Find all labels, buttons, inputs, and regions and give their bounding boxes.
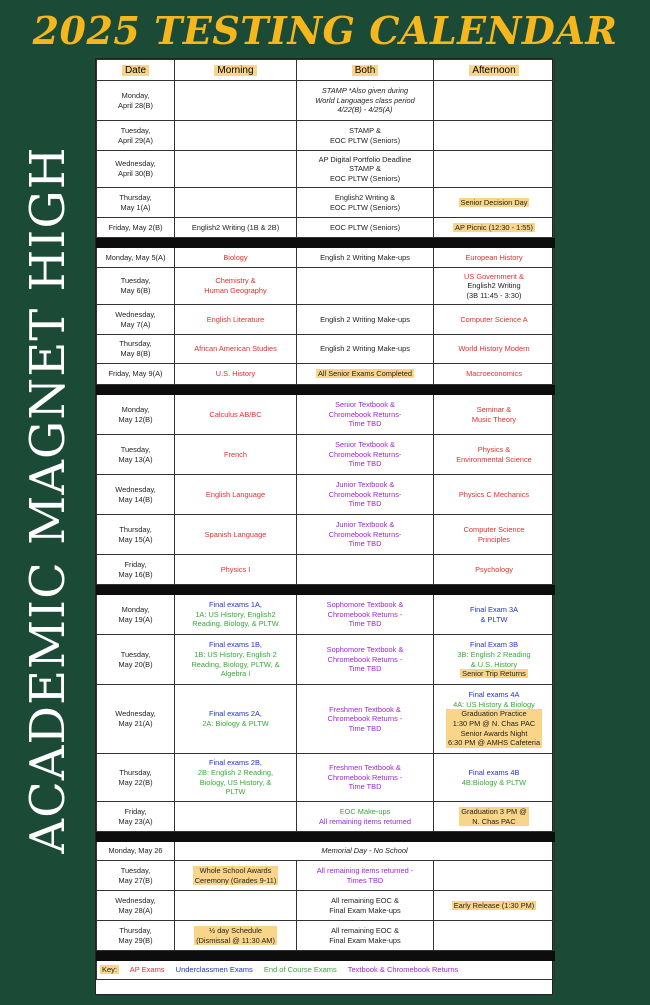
afternoon-cell: Physics & Environmental Science: [434, 435, 555, 475]
afternoon-cell: [434, 121, 555, 151]
table-row: [97, 515, 555, 555]
morning-cell: [175, 921, 297, 951]
date-cell: Friday, May 9(A): [97, 364, 175, 385]
both-cell: [297, 555, 434, 585]
highlight-event: Senior Decision Day: [460, 197, 528, 207]
date-cell: Thursday, May 29(B): [97, 921, 175, 951]
table-row: [97, 685, 555, 754]
eoc-exams: 4A: US History & Biology: [453, 699, 535, 709]
table-row: [97, 921, 555, 951]
highlight-event: Early Release (1:30 PM): [453, 900, 535, 910]
week-divider: [97, 585, 555, 595]
eoc-exams: 1B: US History, English 2 Reading, Biology, PLTW, & Algebra I: [191, 649, 280, 679]
week-divider: [97, 951, 555, 961]
date-cell: Monday, May 12(B): [97, 395, 175, 435]
calendar-title: 2025 TESTING CALENDAR: [32, 8, 618, 53]
morning-cell: [175, 685, 297, 754]
both-cell: Senior Textbook & Chromebook Returns- Time TBD: [297, 435, 434, 475]
eoc-exams: 2A: Biology & PLTW: [202, 719, 269, 728]
morning-cell: French: [175, 435, 297, 475]
morning-cell: [175, 891, 297, 921]
table-row: [97, 802, 555, 832]
highlight-event: AP Picnic (12:30 - 1:55): [455, 222, 533, 232]
both-cell: English2 Writing & EOC PLTW (Seniors): [297, 188, 434, 218]
afternoon-cell: [434, 891, 555, 921]
legend-label: Key:: [102, 965, 118, 975]
afternoon-cell: Physics C Mechanics: [434, 475, 555, 515]
table-row: [97, 188, 555, 218]
date-cell: Friday, May 2(B): [97, 218, 175, 238]
morning-cell: Biology: [175, 248, 297, 268]
table-row: [97, 891, 555, 921]
morning-cell: [175, 81, 297, 121]
afternoon-cell: Computer Science Principles: [434, 515, 555, 555]
date-cell: Thursday, May 1(A): [97, 188, 175, 218]
afternoon-cell: Seminar & Music Theory: [434, 395, 555, 435]
afternoon-cell: World History Modern: [434, 335, 555, 364]
morning-cell: English Language: [175, 475, 297, 515]
week-divider: [97, 832, 555, 842]
school-name: ACADEMIC MAGNET HIGH: [20, 146, 76, 854]
both-cell: Junior Textbook & Chromebook Returns- Time TBD: [297, 515, 434, 555]
morning-cell: Spanish Language: [175, 515, 297, 555]
eoc-exams: 2B: English 2 Reading, Biology, US History, & PLTW: [197, 767, 274, 797]
afternoon-cell: Final Exam 3A & PLTW: [434, 595, 555, 635]
morning-cell: [175, 188, 297, 218]
both-cell: Sophomore Textbook & Chromebook Returns - Time TBD: [297, 595, 434, 635]
morning-cell: African American Studies: [175, 335, 297, 364]
morning-cell: [175, 151, 297, 188]
table-row: [97, 81, 555, 121]
date-cell: Friday, May 23(A): [97, 802, 175, 832]
afternoon-ap: US Government &: [464, 271, 524, 281]
table-row: [97, 335, 555, 364]
morning-cell: English Literature: [175, 305, 297, 335]
both-cell: English 2 Writing Make-ups: [297, 305, 434, 335]
legend: [97, 961, 555, 980]
afternoon-cell: [434, 81, 555, 121]
final-exam-label: Final exams 1A,: [209, 600, 262, 610]
eoc-exams: 1A: US History, English2 Reading, Biology, & PLTW: [192, 609, 279, 629]
legend-underclassmen: Underclassmen Exams: [175, 965, 253, 975]
afternoon-cell: [434, 861, 555, 891]
morning-cell: [175, 121, 297, 151]
date-cell: Wednesday, May 28(A): [97, 891, 175, 921]
date-cell: Wednesday, May 14(B): [97, 475, 175, 515]
highlight-event: Graduation 3 PM @ N. Chas PAC: [461, 806, 527, 826]
date-cell: Tuesday, May 27(B): [97, 861, 175, 891]
both-cell: All remaining items returned - Times TBD: [297, 861, 434, 891]
afternoon-cell: European History: [434, 248, 555, 268]
holiday-cell: Memorial Day - No School: [175, 842, 555, 861]
eoc-makeups: EOC Make-ups: [339, 806, 391, 816]
both-cell: [297, 802, 434, 832]
final-exam-label: Final exams 2B,: [209, 758, 262, 768]
both-cell: [297, 268, 434, 305]
both-cell: Senior Textbook & Chromebook Returns- Time TBD: [297, 395, 434, 435]
both-cell: All remaining EOC & Final Exam Make-ups: [297, 891, 434, 921]
eoc-exams: 4B:Biology & PLTW: [461, 777, 527, 787]
date-cell: Thursday, May 22(B): [97, 754, 175, 802]
afternoon-cell: [434, 218, 555, 238]
both-cell: Freshmen Textbook & Chromebook Returns - Time TBD: [297, 754, 434, 802]
table-row: [97, 121, 555, 151]
highlight-event: Whole School Awards Ceremony (Grades 9-11): [194, 865, 277, 885]
afternoon-cell: [434, 268, 555, 305]
table-row: [97, 248, 555, 268]
legend-ap: AP Exams: [129, 965, 165, 975]
date-cell: Wednesday, May 21(A): [97, 685, 175, 754]
date-cell: Tuesday, May 20(B): [97, 635, 175, 685]
date-cell: Monday, May 5(A): [97, 248, 175, 268]
afternoon-cell: [434, 921, 555, 951]
morning-cell: [175, 861, 297, 891]
table-row: [97, 395, 555, 435]
items-returned: All remaining items returned: [318, 816, 411, 826]
date-cell: Monday, May 19(A): [97, 595, 175, 635]
morning-cell: [175, 802, 297, 832]
table-row: [97, 861, 555, 891]
afternoon-writing: English2 Writing (3B 11:45 - 3:30): [466, 281, 522, 300]
table-row: [97, 842, 555, 861]
both-cell: Junior Textbook & Chromebook Returns- Time TBD: [297, 475, 434, 515]
both-cell: STAMP & EOC PLTW (Seniors): [297, 121, 434, 151]
header-date: Date: [97, 60, 175, 81]
morning-cell: [175, 754, 297, 802]
morning-cell: U.S. History: [175, 364, 297, 385]
morning-cell: Chemistry & Human Geography: [175, 268, 297, 305]
afternoon-cell: Computer Science A: [434, 305, 555, 335]
morning-cell: Calculus AB/BC: [175, 395, 297, 435]
afternoon-cell: [434, 635, 555, 685]
both-cell: Freshmen Textbook & Chromebook Returns - Time TBD: [297, 685, 434, 754]
afternoon-cell: [434, 151, 555, 188]
table-row: [97, 268, 555, 305]
morning-cell: English2 Writing (1B & 2B): [175, 218, 297, 238]
table-row: [97, 305, 555, 335]
table-row: [97, 754, 555, 802]
morning-cell: [175, 595, 297, 635]
highlight-event: Senior Trip Returns: [462, 669, 526, 679]
both-cell: [297, 364, 434, 385]
both-cell: STAMP *Also given during World Languages class period 4/22(B) - 4/25(A): [297, 81, 434, 121]
afternoon-cell: Psychology: [434, 555, 555, 585]
afternoon-cell: Macroeconomics: [434, 364, 555, 385]
legend-row: [97, 961, 555, 980]
final-exam-label: Final exams 4A: [468, 690, 520, 700]
table-row: [97, 218, 555, 238]
table-row: [97, 555, 555, 585]
both-cell: EOC PLTW (Seniors): [297, 218, 434, 238]
table-row: [97, 435, 555, 475]
header-row: [97, 60, 555, 81]
final-exam-label: Final exams 4B: [468, 767, 520, 777]
eoc-exams: 3B: English 2 Reading & U.S. History: [457, 649, 531, 669]
header-both: Both: [297, 60, 434, 81]
table-row: [97, 364, 555, 385]
afternoon-cell: [434, 685, 555, 754]
final-exam-label: Final exams 1B,: [209, 640, 262, 650]
final-exam-label: Final Exam 3B: [469, 640, 519, 650]
table-row: [97, 635, 555, 685]
date-cell: Tuesday, April 29(A): [97, 121, 175, 151]
afternoon-cell: [434, 188, 555, 218]
header-morning: Morning: [175, 60, 297, 81]
morning-cell: [175, 635, 297, 685]
week-divider: [97, 238, 555, 248]
afternoon-cell: [434, 802, 555, 832]
both-cell: Sophomore Textbook & Chromebook Returns - Time TBD: [297, 635, 434, 685]
date-cell: Thursday, May 15(A): [97, 515, 175, 555]
table-row: [97, 151, 555, 188]
final-exam-label: Final exams 2A,: [209, 709, 262, 719]
date-cell: Wednesday, May 7(A): [97, 305, 175, 335]
both-cell: AP Digital Portfolio Deadline STAMP & EOC PLTW (Seniors): [297, 151, 434, 188]
legend-textbook: Textbook & Chromebook Returns: [347, 965, 459, 975]
header-afternoon: Afternoon: [434, 60, 555, 81]
both-cell: English 2 Writing Make-ups: [297, 335, 434, 364]
calendar-table: [95, 58, 553, 995]
table-row: [97, 595, 555, 635]
both-cell: All remaining EOC & Final Exam Make-ups: [297, 921, 434, 951]
date-cell: Friday, May 16(B): [97, 555, 175, 585]
date-cell: Wednesday, April 30(B): [97, 151, 175, 188]
date-cell: Monday, May 26: [97, 842, 175, 861]
table-row: [97, 475, 555, 515]
both-cell: English 2 Writing Make-ups: [297, 248, 434, 268]
date-cell: Monday, April 28(B): [97, 81, 175, 121]
date-cell: Tuesday, May 13(A): [97, 435, 175, 475]
legend-eoc: End of Course Exams: [263, 965, 337, 975]
date-cell: Tuesday, May 6(B): [97, 268, 175, 305]
afternoon-cell: [434, 754, 555, 802]
highlight-event: ½ day Schedule (Dismissal @ 11:30 AM): [196, 925, 275, 945]
highlight-event: Graduation Practice 1:30 PM @ N. Chas PAC Senior Awards Night 6:30 PM @ AMHS Cafeteria: [447, 709, 541, 748]
highlight-event: All Senior Exams Completed: [317, 369, 413, 379]
week-divider: [97, 385, 555, 395]
date-cell: Thursday, May 8(B): [97, 335, 175, 364]
morning-cell: Physics I: [175, 555, 297, 585]
